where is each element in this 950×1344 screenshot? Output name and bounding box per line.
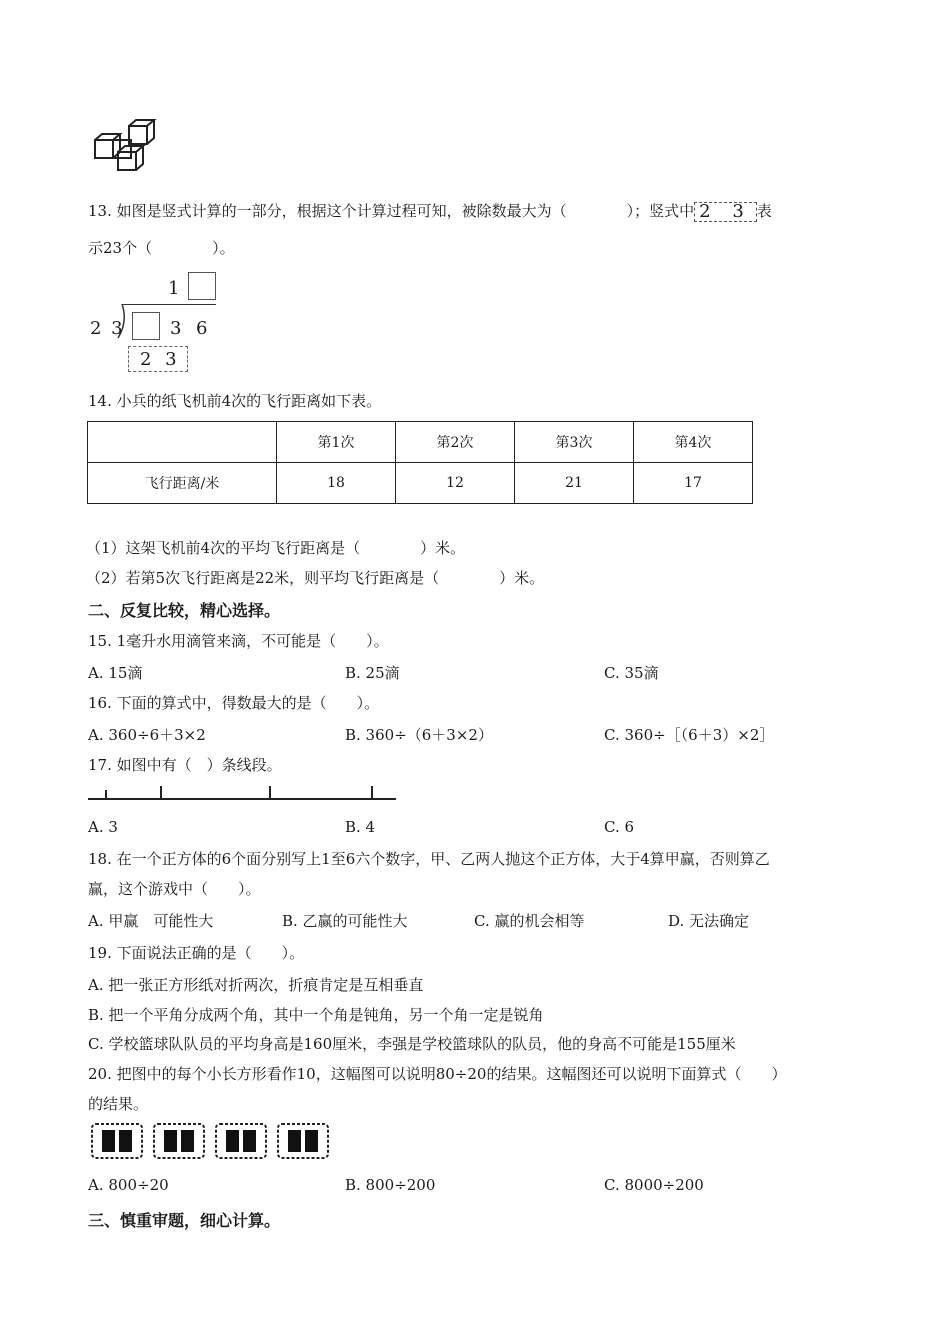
q16-option-b[interactable]: B. 360÷（6＋3×2） xyxy=(345,726,493,744)
q18-stem-line2: 赢，这个游戏中（ ）。 xyxy=(88,880,261,898)
q14-sub1: （1）这架飞机前4次的平均飞行距离是（ ）米。 xyxy=(86,539,466,557)
q20-option-c[interactable]: C. 8000÷200 xyxy=(604,1176,704,1194)
q13-boxed-digits: 2 3 xyxy=(694,202,757,222)
cube-stack-figure xyxy=(92,116,162,176)
q13-stem-end: 表 xyxy=(756,202,772,220)
line-segment-figure xyxy=(88,784,400,804)
section-3-heading: 三、慎重审题，细心计算。 xyxy=(88,1211,281,1230)
q18-option-b[interactable]: B. 乙赢的可能性大 xyxy=(282,912,408,930)
q13-line1 xyxy=(88,200,772,222)
division-bracket-top xyxy=(122,304,216,305)
q20-option-b[interactable]: B. 800÷200 xyxy=(345,1176,436,1194)
q18-option-c[interactable]: C. 赢的机会相等 xyxy=(474,912,585,930)
dividend-blank-box xyxy=(132,312,160,340)
rectangles-figure xyxy=(90,1120,336,1162)
table-cell: 17 xyxy=(634,463,753,504)
q14-stem: 14. 小兵的纸飞机前4次的飞行距离如下表。 xyxy=(88,392,382,410)
q16-option-a[interactable]: A. 360÷6＋3×2 xyxy=(88,726,206,744)
q19-option-c[interactable]: C. 学校篮球队队员的平均身高是160厘米，李强是学校篮球队的队员，他的身高不可能是155厘米 xyxy=(88,1035,736,1053)
table-cell: 飞行距离/米 xyxy=(88,463,277,504)
product-digits: 2 3 xyxy=(140,349,181,370)
table-row xyxy=(88,463,753,504)
table-cell: 12 xyxy=(396,463,515,504)
q13-line2: 示23个（ ）。 xyxy=(88,239,235,257)
dividend-digit-tens: 3 xyxy=(170,318,182,339)
section-2-heading: 二、反复比较，精心选择。 xyxy=(88,601,281,620)
q16-stem: 16. 下面的算式中，得数最大的是（ ）。 xyxy=(88,694,380,712)
q17-option-a[interactable]: A. 3 xyxy=(88,818,118,836)
dividend-digit-ones: 6 xyxy=(196,318,208,339)
divisor: 2 3 xyxy=(90,318,125,339)
q15-option-a[interactable]: A. 15滴 xyxy=(88,664,143,682)
table-header-cell: 第1次 xyxy=(277,422,396,463)
q20-stem-line1: 20. 把图中的每个小长方形看作10，这幅图可以说明80÷20的结果。这幅图还可以说明下面算式（ ） xyxy=(88,1065,787,1083)
quotient-blank-box xyxy=(188,272,216,300)
table-cell: 18 xyxy=(277,463,396,504)
quotient-digit: 1 xyxy=(168,278,180,299)
flight-distance-table xyxy=(87,421,753,504)
q15-option-b[interactable]: B. 25滴 xyxy=(345,664,400,682)
q16-option-c[interactable]: C. 360÷［（6＋3）×2］ xyxy=(604,726,775,744)
long-division-figure xyxy=(86,270,226,380)
q20-option-a[interactable]: A. 800÷20 xyxy=(88,1176,169,1194)
q19-option-a[interactable]: A. 把一张正方形纸对折两次，折痕肯定是互相垂直 xyxy=(88,976,424,994)
q18-option-d[interactable]: D. 无法确定 xyxy=(668,912,750,930)
q19-option-b[interactable]: B. 把一个平角分成两个角，其中一个角是钝角，另一个角一定是锐角 xyxy=(88,1006,544,1024)
table-header-cell: 第3次 xyxy=(515,422,634,463)
q18-stem-line1: 18. 在一个正方体的6个面分别写上1至6六个数字，甲、乙两人抛这个正方体，大于4算甲赢，否则算乙 xyxy=(88,850,770,868)
table-header-row xyxy=(88,422,753,463)
q18-option-a[interactable]: A. 甲赢 可能性大 xyxy=(88,912,214,930)
table-cell: 21 xyxy=(515,463,634,504)
q20-stem-line2: 的结果。 xyxy=(88,1095,149,1113)
q13-stem: 13. 如图是竖式计算的一部分，根据这个计算过程可知，被除数最大为（ ）；竖式中 xyxy=(88,202,695,220)
q15-option-c[interactable]: C. 35滴 xyxy=(604,664,659,682)
table-header-cell: 第2次 xyxy=(396,422,515,463)
table-header-cell xyxy=(88,422,277,463)
q17-option-c[interactable]: C. 6 xyxy=(604,818,635,836)
q17-stem: 17. 如图中有（ ）条线段。 xyxy=(88,756,282,774)
q19-stem: 19. 下面说法正确的是（ ）。 xyxy=(88,944,305,962)
table-header-cell: 第4次 xyxy=(634,422,753,463)
q17-option-b[interactable]: B. 4 xyxy=(345,818,376,836)
q14-sub2: （2）若第5次飞行距离是22米，则平均飞行距离是（ ）米。 xyxy=(86,569,545,587)
q15-stem: 15. 1毫升水用滴管来滴，不可能是（ ）。 xyxy=(88,632,389,650)
